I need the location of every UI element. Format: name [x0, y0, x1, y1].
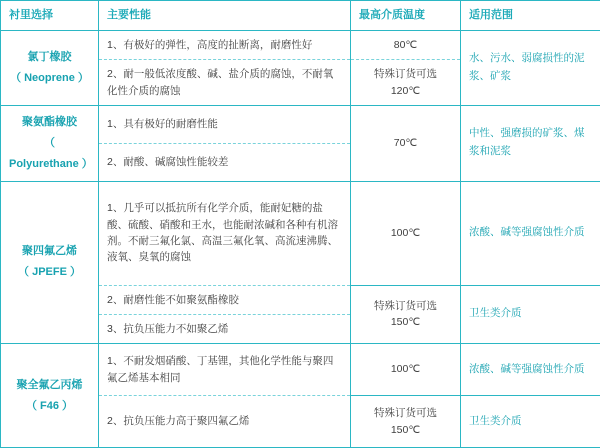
- scope-cell: 卫生类介质: [461, 396, 600, 448]
- temperature-cell: [351, 285, 461, 344]
- material-name-en: （ Neoprene ）: [9, 68, 90, 89]
- scope-cell: 水、污水、弱腐损性的泥浆、矿浆: [461, 31, 600, 106]
- material-name-cn: 氯丁橡胶: [28, 51, 72, 63]
- scope-cell: 卫生类介质: [461, 285, 600, 344]
- temperature-value-special: 150℃: [359, 422, 452, 438]
- table-row: [1, 344, 600, 396]
- material-name-en: （ Polyurethane ）: [9, 133, 90, 175]
- performance-cell: 1、不耐发烟硝酸、丁基锂，其他化学性能与聚四氟乙烯基本相同: [99, 344, 351, 396]
- temperature-value-special: 120℃: [359, 83, 452, 99]
- performance-cell: 2、耐酸、碱腐蚀性能较差: [99, 143, 351, 181]
- temperature-cell: [351, 60, 461, 106]
- performance-cell: 1、几乎可以抵抗所有化学介质，能耐妃糖的盐酸、硫酸、硝酸和王水，也能耐浓碱和各种有机溶剂。不耐三氟化氯、高温三氟化氧、高流速沸腾、液氧、臭氧的腐蚀: [99, 181, 351, 285]
- column-header-performance: 主要性能: [99, 1, 351, 31]
- material-cell-polyurethane: [1, 105, 99, 181]
- performance-cell: 1、有极好的弹性，高度的扯断离，耐磨性好: [99, 31, 351, 60]
- scope-cell: 浓酸、碱等强腐蚀性介质: [461, 344, 600, 396]
- temperature-cell: [351, 31, 461, 60]
- material-name-en: （ F46 ）: [9, 396, 90, 417]
- performance-cell: 2、抗负压能力高于聚四氟乙烯: [99, 396, 351, 448]
- performance-cell: 2、耐一般低浓度酸、碱、盐介质的腐蚀，不耐氧化性介质的腐蚀: [99, 60, 351, 106]
- temperature-cell: [351, 396, 461, 448]
- temperature-value: 70℃: [394, 137, 417, 149]
- material-cell-jpefe: [1, 181, 99, 344]
- temperature-value: 特殊订货可选: [374, 407, 437, 419]
- temperature-value: 100℃: [391, 227, 420, 239]
- table-row: [1, 31, 600, 60]
- material-name-en: （ JPEFE ）: [9, 262, 90, 283]
- temperature-value: 100℃: [391, 363, 420, 375]
- material-name-cn: 聚四氟乙烯: [22, 245, 77, 257]
- scope-cell: 中性、强磨损的矿浆、煤浆和泥浆: [461, 105, 600, 181]
- performance-cell: 3、抗负压能力不如聚乙烯: [99, 314, 351, 343]
- table-row: [1, 181, 600, 285]
- temperature-value: 特殊订货可选: [374, 300, 437, 312]
- table-header-row: [1, 1, 600, 31]
- temperature-cell: [351, 344, 461, 396]
- scope-cell: 浓酸、碱等强腐蚀性介质: [461, 181, 600, 285]
- table-row: [1, 105, 600, 143]
- table-body: [1, 31, 600, 448]
- material-name-cn: 聚氨酯橡胶: [22, 116, 77, 128]
- material-cell-f46: [1, 344, 99, 448]
- temperature-value: 80℃: [394, 39, 417, 51]
- temperature-cell: [351, 181, 461, 285]
- performance-cell: 2、耐磨性能不如聚氨酯橡胶: [99, 285, 351, 314]
- table-header: [1, 1, 600, 31]
- material-name-cn: 聚全氟乙丙烯: [17, 379, 83, 391]
- column-header-max-temp: 最高介质温度: [351, 1, 461, 31]
- column-header-lining: 衬里选择: [1, 1, 99, 31]
- temperature-value-special: 150℃: [359, 314, 452, 330]
- temperature-value: 特殊订货可选: [374, 68, 437, 80]
- performance-cell: 1、具有极好的耐磨性能: [99, 105, 351, 143]
- column-header-scope: 适用范围: [461, 1, 600, 31]
- temperature-cell: [351, 105, 461, 181]
- material-cell-neoprene: [1, 31, 99, 106]
